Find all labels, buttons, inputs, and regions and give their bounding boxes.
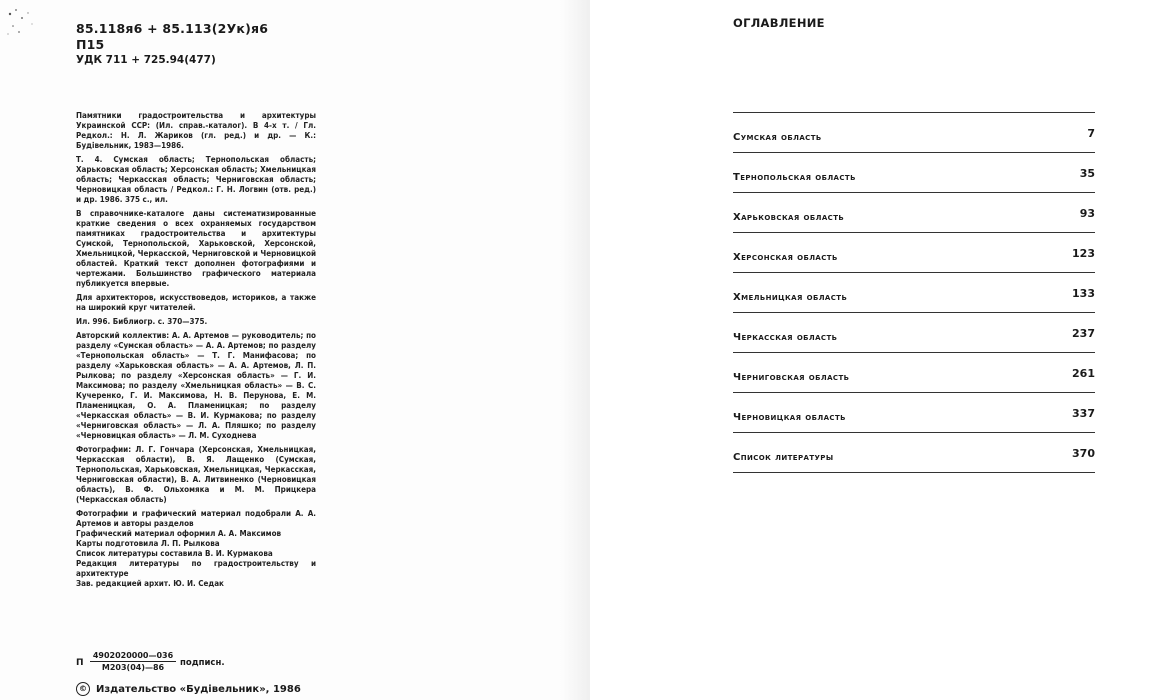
toc-entry-page: 93: [1079, 207, 1095, 220]
toc-entry-label: Черкасская область: [733, 332, 838, 343]
index-numerator: 4902020000—036: [92, 651, 174, 660]
toc-entry-label: Список литературы: [733, 452, 834, 463]
toc-entry[interactable]: [733, 393, 1095, 433]
toc-entry-page: 370: [1072, 447, 1095, 460]
toc-entry-page: 261: [1072, 367, 1095, 380]
toc-entry[interactable]: [733, 113, 1095, 153]
index-fraction: [90, 650, 176, 673]
toc-entry[interactable]: [733, 153, 1095, 193]
toc-entry-label: Тернопольская область: [733, 172, 856, 183]
copyright-line: [76, 682, 301, 696]
toc-entry-page: 133: [1072, 287, 1095, 300]
classification-code: 85.118я6 + 85.113(2Ук)я6: [76, 21, 269, 36]
toc-entry-label: Хмельницкая область: [733, 292, 848, 303]
toc-entry[interactable]: [733, 353, 1095, 393]
index-denominator: М203(04)—86: [90, 661, 176, 673]
biblio-editorial: Редакция литературы по градостроительству и архитектуре: [76, 559, 316, 578]
biblio-photos: Фотографии: Л. Г. Гончара (Херсонская, Хмельницкая, Черкасская области), В. Я. Лащенко (Сумская, Тернопольская, Харьковская, Хмельницкая, Черкасская, Черниговская области), В. А. Литвиненко (Черновицкая область), В. Ф. Ольхомяка и М. М. Прицкера (Черкасская область): [76, 445, 316, 504]
biblio-title: Памятники градостроительства и архитектуры Украинской ССР: (Ил. справ.-каталог). В 4-х т. / Гл. Редкол.: Н. Л. Жариков (гл. ред.) и др. — К.: Будівельник, 1983—1986.: [76, 111, 316, 150]
toc-entry-page: 123: [1072, 247, 1095, 260]
table-of-contents: [733, 112, 1095, 473]
biblio-illustrations: Ил. 996. Библиогр. с. 370—375.: [76, 317, 208, 326]
toc-entry-label: Херсонская область: [733, 252, 838, 263]
biblio-volume: Т. 4. Сумская область; Тернопольская область; Харьковская область; Херсонская область; Хмельницкая область; Черкасская область; Черниговская область; Черновицкая область / Редкол.: Г. Н. Логвин (отв. ред.) и др. 1986. 375 с., ил.: [76, 155, 316, 204]
biblio-editor: Зав. редакцией архит. Ю. И. Седак: [76, 579, 224, 588]
toc-entry[interactable]: [733, 193, 1095, 233]
toc-title: ОГЛАВЛЕНИЕ: [733, 16, 825, 30]
subscription-note: подписн.: [180, 658, 225, 668]
toc-entry-label: Сумская область: [733, 132, 822, 143]
toc-entry-page: 7: [1087, 127, 1095, 140]
toc-entry-label: Черниговская область: [733, 372, 850, 383]
toc-entry-page: 35: [1079, 167, 1095, 180]
biblio-audience: Для архитекторов, искусствоведов, историков, а также на широкий круг читателей.: [76, 293, 316, 312]
toc-entry-page: 337: [1072, 407, 1095, 420]
biblio-authors: Авторский коллектив: А. А. Артемов — руководитель; по разделу «Сумская область» — А. А. Артемов; по разделу «Тернопольская область» — Т. Г. Манифасова; по разделу «Харьковская область» — А. А. Артемов, Л. П. Рылкова; по разделу «Херсонская область» — Г. И. Максимова; по разделу «Хмельницкая область» — В. С. Кучеренко, Г. И. Максимова, Н. В. Перунова, Е. М. Пламеницкая, О. А. Пламеницкая; по разделу «Черкасская область» — В. И. Курмакова; по разделу «Черниговская область» — Л. А. Пляшко; по разделу «Черновицкая область» — Л. М. Суходнева: [76, 331, 316, 440]
bibliographic-record: [76, 111, 316, 593]
toc-entry[interactable]: [733, 433, 1095, 473]
index-letter: П: [76, 658, 84, 668]
biblio-bibliography: Список литературы составила В. И. Курмакова: [76, 549, 273, 558]
biblio-graphics: Графический материал оформил А. А. Максимов: [76, 529, 282, 538]
library-classification: [76, 21, 268, 53]
toc-entry-page: 237: [1072, 327, 1095, 340]
author-mark: П15: [76, 37, 105, 52]
toc-entry-label: Харьковская область: [733, 212, 845, 223]
toc-entry[interactable]: [733, 233, 1095, 273]
udk-code: УДК 711 + 725.94(477): [76, 54, 216, 66]
copyright-icon: ©: [76, 682, 90, 696]
biblio-maps: Карты подготовила Л. П. Рылкова: [76, 539, 220, 548]
toc-entry[interactable]: [733, 313, 1095, 353]
biblio-annotation: В справочнике-каталоге даны систематизированные краткие сведения о всех охраняемых государством памятниках градостроительства и архитектуры Сумской, Тернопольской, Харьковской, Херсонской, Хмельницкой, Черкасской, Черниговской и Черновицкой областей. Краткий текст дополнен фотографиями и чертежами. Большинство графического материала публикуется впервые.: [76, 209, 316, 288]
toc-entry-label: Черновицкая область: [733, 412, 846, 423]
toc-entry[interactable]: [733, 273, 1095, 313]
scan-specks-icon: [4, 4, 44, 44]
biblio-selection: Фотографии и графический материал подобрали А. А. Артемов и авторы разделов: [76, 509, 316, 528]
publishing-index: [76, 650, 276, 678]
copyright-text: Издательство «Будівельник», 1986: [96, 684, 301, 695]
